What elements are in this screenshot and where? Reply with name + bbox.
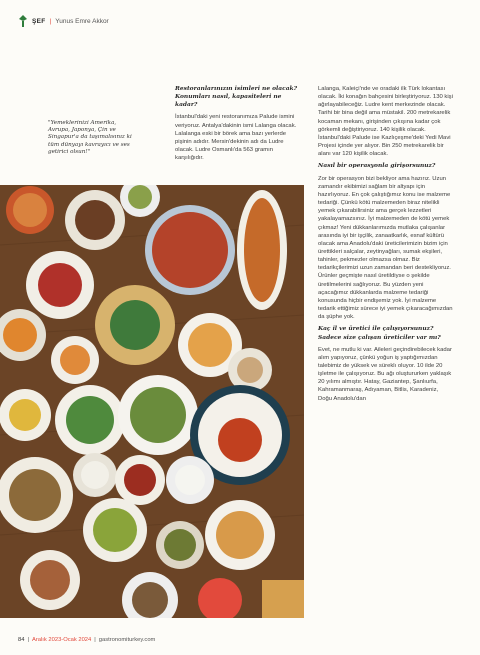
page-number: 84 (18, 637, 25, 643)
author-name: Yunus Emre Akkor (55, 17, 109, 25)
website-link[interactable]: gastronomiturkey.com (98, 637, 156, 643)
interview-answer: İstanbul'daki yeni restoranımıza Palude ismini veriyoruz. Antalya'dakinin ismi Lalanga olacak. Lalalanga eski bir börek ama bazı yerlerde pişinin adıdır. Mersin'dekinin adı da Ludre olacak. Ludre Osmanlı'da 563 gramın karşılığıdır. (175, 114, 297, 162)
interview-answer: Evet, ne mutlu ki var. Aileleri geçindirebilecek kadar alım yapıyoruz, çünkü yoğun iş yaptığımızdan talebimiz de yüksek ve süreklı oluyor. 10 ilde 20 işletme ile çalışıyoruz. Bu ağı oluştururken yaklaşık 20 yılımı almıştır. Hatay, Gaziantep, Şanlıurfa, Kahramanmaraş, Adıyaman, Bitlis, Karadeniz, Doğu Anadolu'dan (318, 346, 452, 402)
food-spread-photo (0, 185, 304, 618)
chef-logo-icon (18, 15, 28, 27)
header-separator: | (49, 17, 52, 25)
paragraph: Lalanga, Kaleiçi'nde ve oradaki ilk Türk lokantası olacak. İki konağın bahçesini birleştiriyoruz. 130 kişi ağırlayabileceğiz. Ludre kent merkezinde olacak. Tarihi bir bina değil ama müstakil. 200 metrekarelik kocaman mekanı, girişinden çıkışına kadar çok görkemli değiştiriyoruz. 140 kişilik olacak. İstanbul'daki Palude ise Kazlıçeşme'deki Yedi Mavi Projesi içinde yer alıyor. Bin 250 metrekarelik bir alanı var 120 kişilik olacak. (318, 86, 453, 158)
page-header (18, 14, 109, 28)
footer-separator: | (27, 637, 29, 643)
article-column-middle (175, 85, 303, 166)
page-footer (18, 637, 155, 643)
pull-quote: "Yemeklerinizi Amerika, Avrupa, Japonya, Çin ve Singapur'a da taşımalısınız ki tüm dünyayı kavrayıcı ve ses getirici olsun!" (48, 120, 132, 155)
interview-question: Nasıl bir operasyonla girişorsunuz? (318, 162, 436, 170)
interview-answer: Zor bir operasyon bizi bekliyor ama hazırız. Uzun zamandır ekibimizi sağlam bir altyapı için hazırlıyoruz. En çok çalıştığımız konu ise malzeme tedariği. Çünkü kötü malzemeden biraz nitelikli yemek çıkarabilirsiniz ama gerçek lezzetleri yakalayamazsınız. İyi malzemeden de kötü yemek çıkmaz! Yeni dükkanlarımızda mutlaka çalışanlar arasında iyi bir işçilik, zanaatkarlık, esnaf kültürü olacak ama Anadolu'daki üreticilerimizin bizim için ürettikleri salçalar, zeytinyağları, sumak ekşileri, tahinler, pekmezler olmazsa olmaz. Biz tedarikçilerimizi uzun zamandan beri destekliyoruz. Ürünler geçmişte nasıl üretildiyse o şekilde üretilmelerini sağlıyoruz. Bu yüzden yeni açacağımız dükkanlarda malzeme tedariği konusunda hiçbir endişemiz yok. İyi malzeme tedarik ettiğimiz sürece iyi yemek çıkaracağımızdan da şüphe yok. (318, 175, 453, 321)
issue-date: Aralık 2023-Ocak 2024 (31, 637, 92, 643)
section-label: ŞEF (32, 17, 46, 25)
article-column-right (318, 85, 453, 407)
interview-question: Restoranlarınızın isimleri ne olacak? Konumları nasıl, kapasiteleri ne kadar? (175, 85, 298, 109)
footer-separator: | (94, 637, 96, 643)
interview-question: Kaç il ve üretici ile çalışıyorsunuz? Sadece size çalışan üreticiler var mı? (318, 325, 441, 341)
